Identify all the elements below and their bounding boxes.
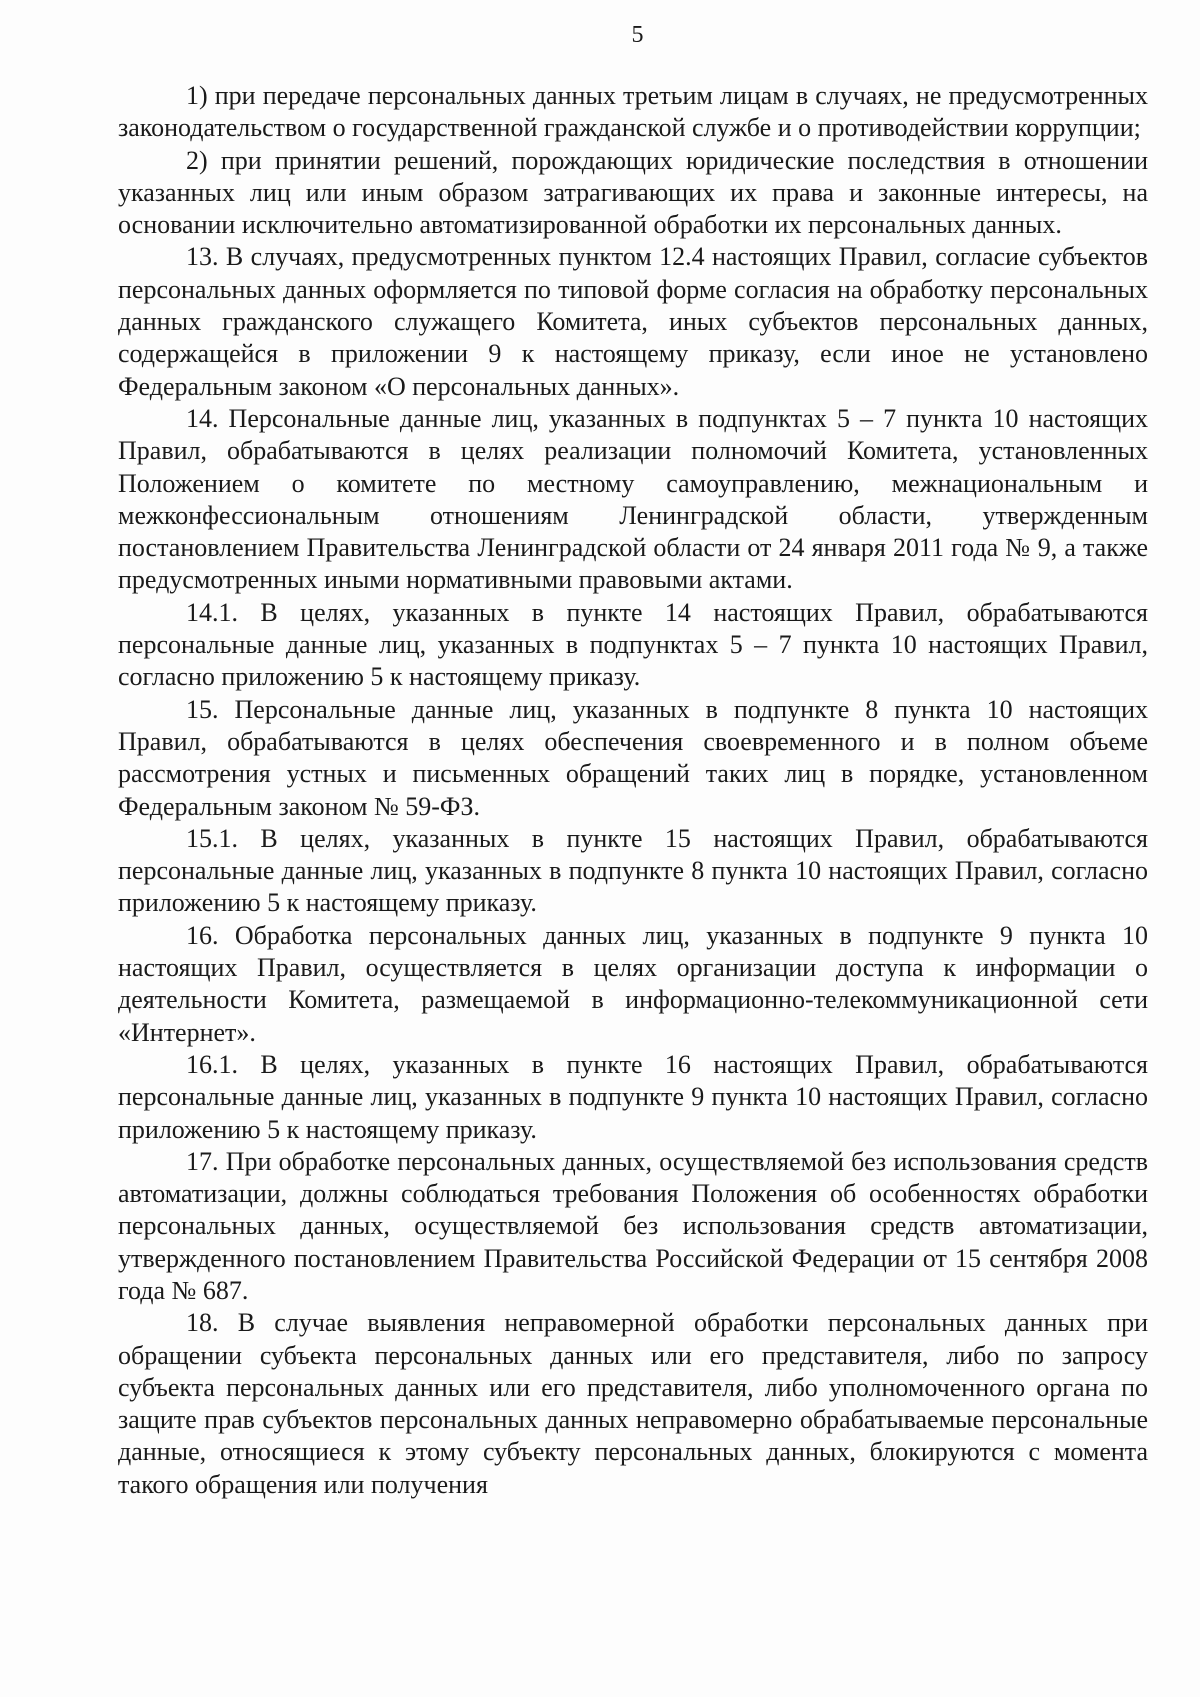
paragraph-1-item: 1) при передаче персональных данных третьим лицам в случаях, не предусмотренных законодательством о государственной гражданской службе и о противодействии коррупции; <box>118 81 1148 143</box>
paragraph-16-1: 16.1. В целях, указанных в пункте 16 настоящих Правил, обрабатываются персональные данные лиц, указанных в подпункте 9 пункта 10 настоящих Правил, согласно приложению 5 к настоящему приказу. <box>118 1049 1148 1144</box>
paragraph-14: 14. Персональные данные лиц, указанных в подпунктах 5 – 7 пункта 10 настоящих Правил, обрабатываются в целях реализации полномочий Комитета, установленных Положением о комитете по местному самоуправлению, межнациональным и межконфессиональным отношениям Ленинградской области, утвержденным постановлением Правительства Ленинградской области от 24 января 2011 года № 9, а также предусмотренных иными нормативными правовыми актами. <box>118 403 1148 595</box>
paragraph-15: 15. Персональные данные лиц, указанных в подпункте 8 пункта 10 настоящих Правил, обрабатываются в целях обеспечения своевременного и в полном объеме рассмотрения устных и письменных обращений таких лиц в порядке, установленном Федеральным законом № 59-ФЗ. <box>118 694 1148 821</box>
paragraph-17: 17. При обработке персональных данных, осуществляемой без использования средств автоматизации, должны соблюдаться требования Положения об особенностях обработки персональных данных, осуществляемой без использования средств автоматизации, утвержденного постановлением Правительства Российской Федерации от 15 сентября 2008 года № 687. <box>118 1146 1148 1305</box>
paragraph-13: 13. В случаях, предусмотренных пунктом 12.4 настоящих Правил, согласие субъектов персональных данных оформляется по типовой форме согласия на обработку персональных данных гражданского служащего Комитета, иных субъектов персональных данных, содержащейся в приложении 9 к настоящему приказу, если иное не установлено Федеральным законом «О персональных данных». <box>118 242 1148 401</box>
paragraph-16: 16. Обработка персональных данных лиц, указанных в подпункте 9 пункта 10 настоящих Правил, осуществляется в целях организации доступа к информации о деятельности Комитета, размещаемой в информационно-телекоммуникационной сети «Интернет». <box>118 920 1148 1047</box>
page-number: 5 <box>631 22 644 48</box>
document-body <box>118 80 1148 1501</box>
paragraph-2-item: 2) при принятии решений, порождающих юридические последствия в отношении указанных лиц или иным образом затрагивающих их права и законные интересы, на основании исключительно автоматизированной обработки их персональных данных. <box>118 145 1148 240</box>
paragraph-15-1: 15.1. В целях, указанных в пункте 15 настоящих Правил, обрабатываются персональные данные лиц, указанных в подпункте 8 пункта 10 настоящих Правил, согласно приложению 5 к настоящему приказу. <box>118 823 1148 918</box>
paragraph-18: 18. В случае выявления неправомерной обработки персональных данных при обращении субъекта персональных данных или его представителя, либо по запросу субъекта персональных данных или его представителя, либо уполномоченного органа по защите прав субъектов персональных данных неправомерно обрабатываемые персональные данные, относящиеся к этому субъекту персональных данных, блокируются с момента такого обращения или получения <box>118 1308 1148 1499</box>
paragraph-14-1: 14.1. В целях, указанных в пункте 14 настоящих Правил, обрабатываются персональные данные лиц, указанных в подпунктах 5 – 7 пункта 10 настоящих Правил, согласно приложению 5 к настоящему приказу. <box>118 597 1148 692</box>
